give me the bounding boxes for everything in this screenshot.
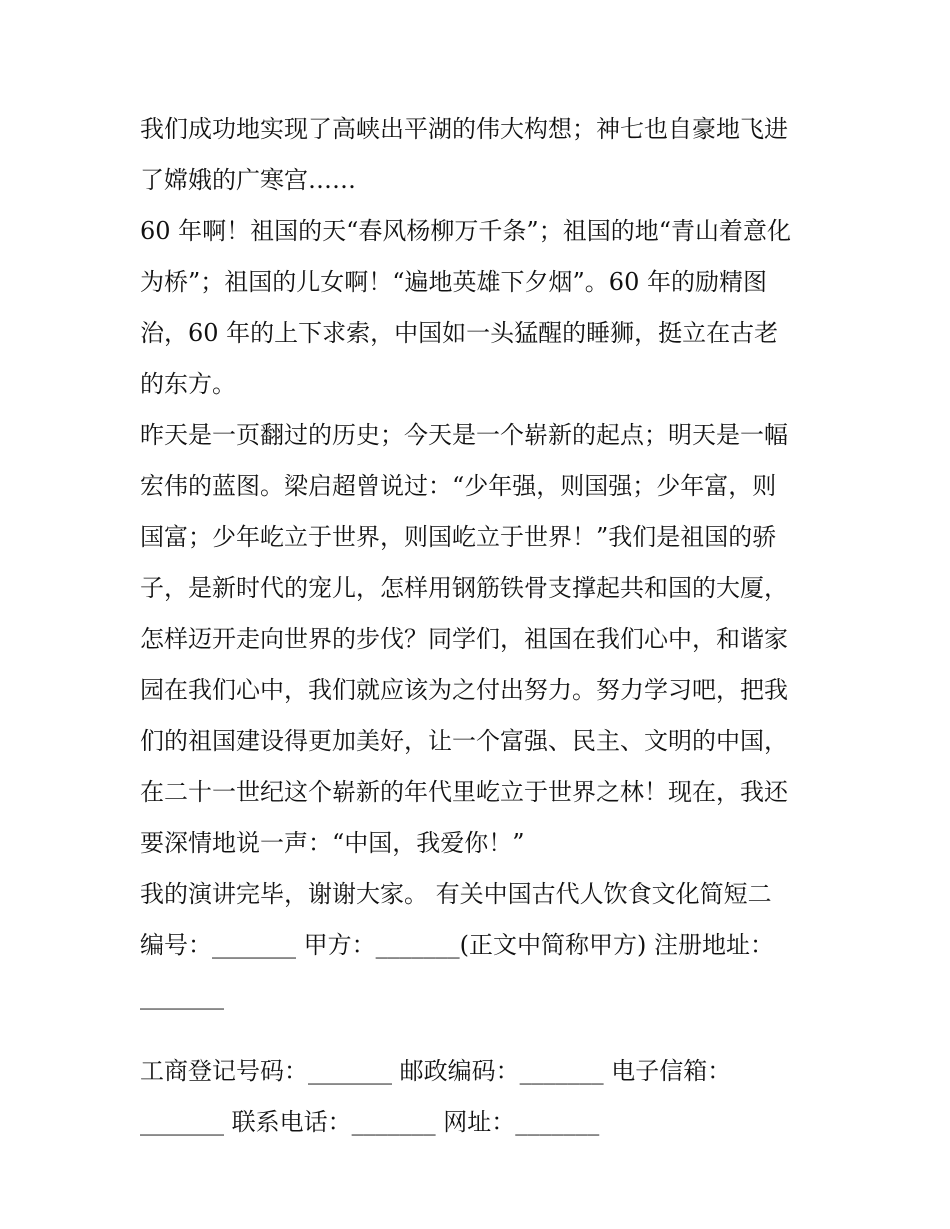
text-line-15: 要深情地说一声：“中国，我爱你！” (140, 829, 525, 857)
text-line-12: 园在我们心中，我们就应该为之付出努力。努力学习吧，把我 (140, 676, 788, 704)
text-line-19: 工商登记号码：_______ 邮政编码：_______ 电子信箱： (140, 1057, 732, 1085)
text-line-2: 了嫦娥的广寒宫…… (140, 166, 356, 194)
text-line-13: 们的祖国建设得更加美好，让一个富强、民主、文明的中国， (140, 727, 788, 755)
text-line-11: 怎样迈开走向世界的步伐？同学们，祖国在我们心中，和谐家 (140, 625, 788, 653)
text-line-7: 昨天是一页翻过的历史；今天是一个崭新的起点；明天是一幅 (140, 421, 788, 449)
text-line-20: _______ 联系电话：_______ 网址：_______ (140, 1108, 600, 1136)
text-line-4: 为桥”；祖国的儿女啊！“遍地英雄下夕烟”。60 年的励精图 (140, 268, 767, 296)
paragraph-gap (140, 1022, 820, 1046)
text-line-16: 我的演讲完毕，谢谢大家。 有关中国古代人饮食文化简短二 (140, 880, 772, 908)
text-line-10: 子，是新时代的宠儿，怎样用钢筋铁骨支撑起共和国的大厦， (140, 574, 788, 602)
text-line-5: 治，60 年的上下求索，中国如一头猛醒的睡狮，挺立在古老 (140, 319, 779, 347)
text-line-6: 的东方。 (140, 370, 236, 398)
text-line-17: 编号：_______ 甲方：_______(正文中简称甲方) 注册地址： (140, 931, 774, 959)
text-line-18: _______ (140, 982, 224, 1010)
text-line-14: 在二十一世纪这个崭新的年代里屹立于世界之林！现在，我还 (140, 778, 788, 806)
text-line-3: 60 年啊！祖国的天“春风杨柳万千条”；祖国的地“青山着意化 (140, 217, 791, 245)
text-line-1: 我们成功地实现了高峡出平湖的伟大构想；神七也自豪地飞进 (140, 115, 788, 143)
text-line-9: 国富；少年屹立于世界，则国屹立于世界！”我们是祖国的骄 (140, 523, 777, 551)
document-body (140, 104, 820, 1148)
text-line-8: 宏伟的蓝图。梁启超曾说过：“少年强，则国强；少年富，则 (140, 472, 777, 500)
